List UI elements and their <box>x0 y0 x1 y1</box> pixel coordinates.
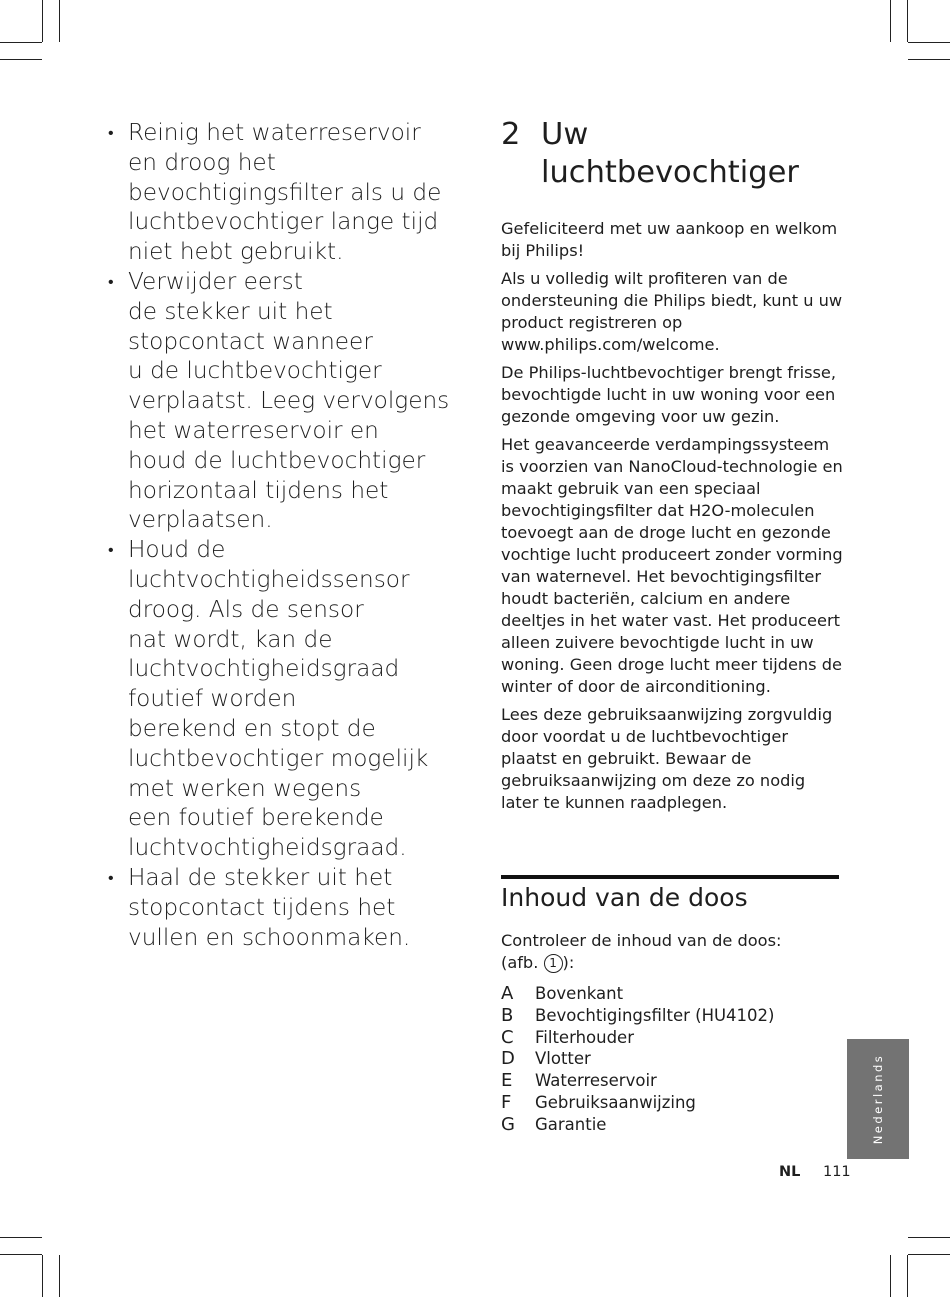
bullet-dot-icon: • <box>108 540 114 560</box>
bullet-dot-icon: • <box>108 271 114 291</box>
list-item <box>501 983 841 1005</box>
heading-rule <box>501 875 839 879</box>
language-tab-label: Nederlands <box>871 1053 885 1145</box>
crop-mark <box>0 42 42 43</box>
intro-line: Controleer de inhoud van de doos: <box>501 931 782 950</box>
left-column <box>108 118 453 952</box>
bullet-text-line: stopcontact tijdens het <box>128 893 396 921</box>
section-title-line: luchtbevochtiger <box>541 155 799 190</box>
section-title <box>541 116 799 192</box>
figure-prefix: (afb. <box>501 953 539 972</box>
box-contents-list <box>501 983 841 1136</box>
item-letter: B <box>501 1004 514 1026</box>
crop-mark <box>890 1255 891 1297</box>
language-tab <box>847 1039 909 1159</box>
bullet-text-line: stopcontact wanneer <box>128 327 373 355</box>
crop-mark <box>59 0 60 42</box>
crop-mark <box>908 42 950 43</box>
item-label: Gebruiksaanwijzing <box>535 1092 696 1112</box>
safety-bullet-list <box>108 118 453 952</box>
crop-mark <box>0 1254 42 1255</box>
bullet-text-line: luchtvochtigheidsgraad. <box>128 834 407 862</box>
bullet-text-line: luchtvochtigheidsgraad <box>128 655 400 683</box>
figure-number-icon: 1 <box>544 954 563 973</box>
bullet-text-line: vullen en schoonmaken. <box>128 923 411 951</box>
item-letter: F <box>501 1091 512 1113</box>
bullet-item <box>108 535 453 863</box>
intro-text <box>501 218 846 820</box>
bullet-text-line: het waterreservoir en <box>128 416 379 444</box>
list-item <box>501 1027 841 1049</box>
item-label: Waterreservoir <box>535 1071 657 1091</box>
list-item <box>501 1048 841 1070</box>
language-code: NL <box>779 1164 801 1180</box>
bullet-text-line: Haal de stekker uit het <box>128 863 393 891</box>
list-item <box>501 1092 841 1114</box>
paragraph: Gefeliciteerd met uw aankoop en welkom bij Philips! <box>501 219 838 260</box>
bullet-item <box>108 118 453 267</box>
item-letter: G <box>501 1113 515 1135</box>
item-letter: C <box>501 1026 514 1048</box>
bullet-text-line: en droog het <box>128 148 276 176</box>
item-letter: A <box>501 983 514 1004</box>
bullet-text-line: droog. Als de sensor <box>128 595 364 623</box>
figure-reference <box>501 952 781 974</box>
bullet-text-line: Verwijder eerst <box>128 267 303 295</box>
figure-suffix: ): <box>562 953 575 972</box>
bullet-item <box>108 863 453 952</box>
crop-mark <box>908 1237 950 1238</box>
paragraph: Lees deze gebruiksaanwijzing zorgvuldig door voordat u de luchtbevochtiger plaatst en gebruikt. Bewaar de gebruiksaanwijzing om deze zo nodig later te kunnen raadplegen. <box>501 705 833 812</box>
bullet-text-line: verplaatst. Leeg vervolgens <box>128 387 450 415</box>
bullet-text-line: houd de luchtbevochtiger <box>128 446 426 474</box>
item-label: Filterhouder <box>535 1027 634 1047</box>
item-label: Vlotter <box>535 1049 591 1069</box>
box-contents-intro <box>501 930 781 974</box>
crop-mark <box>42 0 43 42</box>
item-label: Garantie <box>535 1114 607 1134</box>
bullet-item <box>108 267 453 535</box>
bullet-dot-icon: • <box>108 123 114 142</box>
bullet-text-line: Houd de <box>128 536 226 564</box>
crop-mark <box>907 1255 908 1297</box>
bullet-text-line: horizontaal tijdens het <box>128 476 389 504</box>
bullet-text-line: luchtbevochtiger mogelijk <box>128 744 429 772</box>
crop-mark <box>59 1255 60 1297</box>
item-label: Bevochtigingsfilter (HU4102) <box>535 1005 775 1025</box>
section-title-line: Uw <box>541 117 589 152</box>
crop-mark <box>908 1254 950 1255</box>
crop-mark <box>908 59 950 60</box>
paragraph: Het geavanceerde verdampingssysteem is voorzien van NanoCloud-technologie en maakt gebruik van een speciaal bevochtigingsfilter dat H2O-moleculen toevoegt aan de droge lucht en gezonde vochtige lucht produceert zonder vorming van waternevel. Het bevochtigingsfilter houdt bacteriën, calcium en andere deeltjes in het water vast. Het produceert alleen zuivere bevochtigde lucht in uw woning. Geen droge lucht meer tijdens de winter of door de airconditioning. <box>501 435 843 696</box>
paragraph: De Philips-luchtbevochtiger brengt frisse, bevochtigde lucht in uw woning voor een gezonde omgeving voor uw gezin. <box>501 363 837 426</box>
paragraph: Als u volledig wilt profiteren van de ondersteuning die Philips biedt, kunt u uw product registreren op www.philips.com/welcome. <box>501 269 843 354</box>
page-number: 111 <box>822 1164 851 1180</box>
crop-mark <box>0 59 42 60</box>
bullet-text-line: verplaatsen. <box>128 506 273 534</box>
bullet-text-line: een foutief berekende <box>128 804 384 832</box>
bullet-text-line: nat wordt, kan de <box>128 625 333 653</box>
bullet-text-line: niet hebt gebruikt. <box>128 238 344 266</box>
bullet-text-line: bevochtigingsfilter als u de <box>128 178 442 206</box>
crop-mark <box>907 0 908 42</box>
subsection-title: Inhoud van de doos <box>501 883 748 912</box>
crop-mark <box>0 1237 42 1238</box>
list-item <box>501 1070 841 1092</box>
item-label: Bovenkant <box>535 984 624 1003</box>
bullet-dot-icon: • <box>108 867 114 887</box>
bullet-text-line: luchtvochtigheidssensor <box>128 565 410 593</box>
bullet-text-line: u de luchtbevochtiger <box>128 357 382 385</box>
item-letter: D <box>501 1048 515 1070</box>
bullet-text-line: luchtbevochtiger lange tijd <box>128 208 439 236</box>
crop-mark <box>890 0 891 42</box>
list-item <box>501 1114 841 1136</box>
bullet-text-line: foutief worden <box>128 685 297 713</box>
bullet-text-line: met werken wegens <box>128 774 362 802</box>
crop-mark <box>42 1255 43 1297</box>
section-number: 2 <box>501 117 521 152</box>
bullet-text-line: berekend en stopt de <box>128 714 376 742</box>
bullet-text-line: Reinig het waterreservoir <box>128 119 421 146</box>
list-item <box>501 1005 841 1027</box>
item-letter: E <box>501 1070 513 1092</box>
page-footer <box>779 1164 851 1180</box>
bullet-text-line: de stekker uit het <box>128 297 333 325</box>
